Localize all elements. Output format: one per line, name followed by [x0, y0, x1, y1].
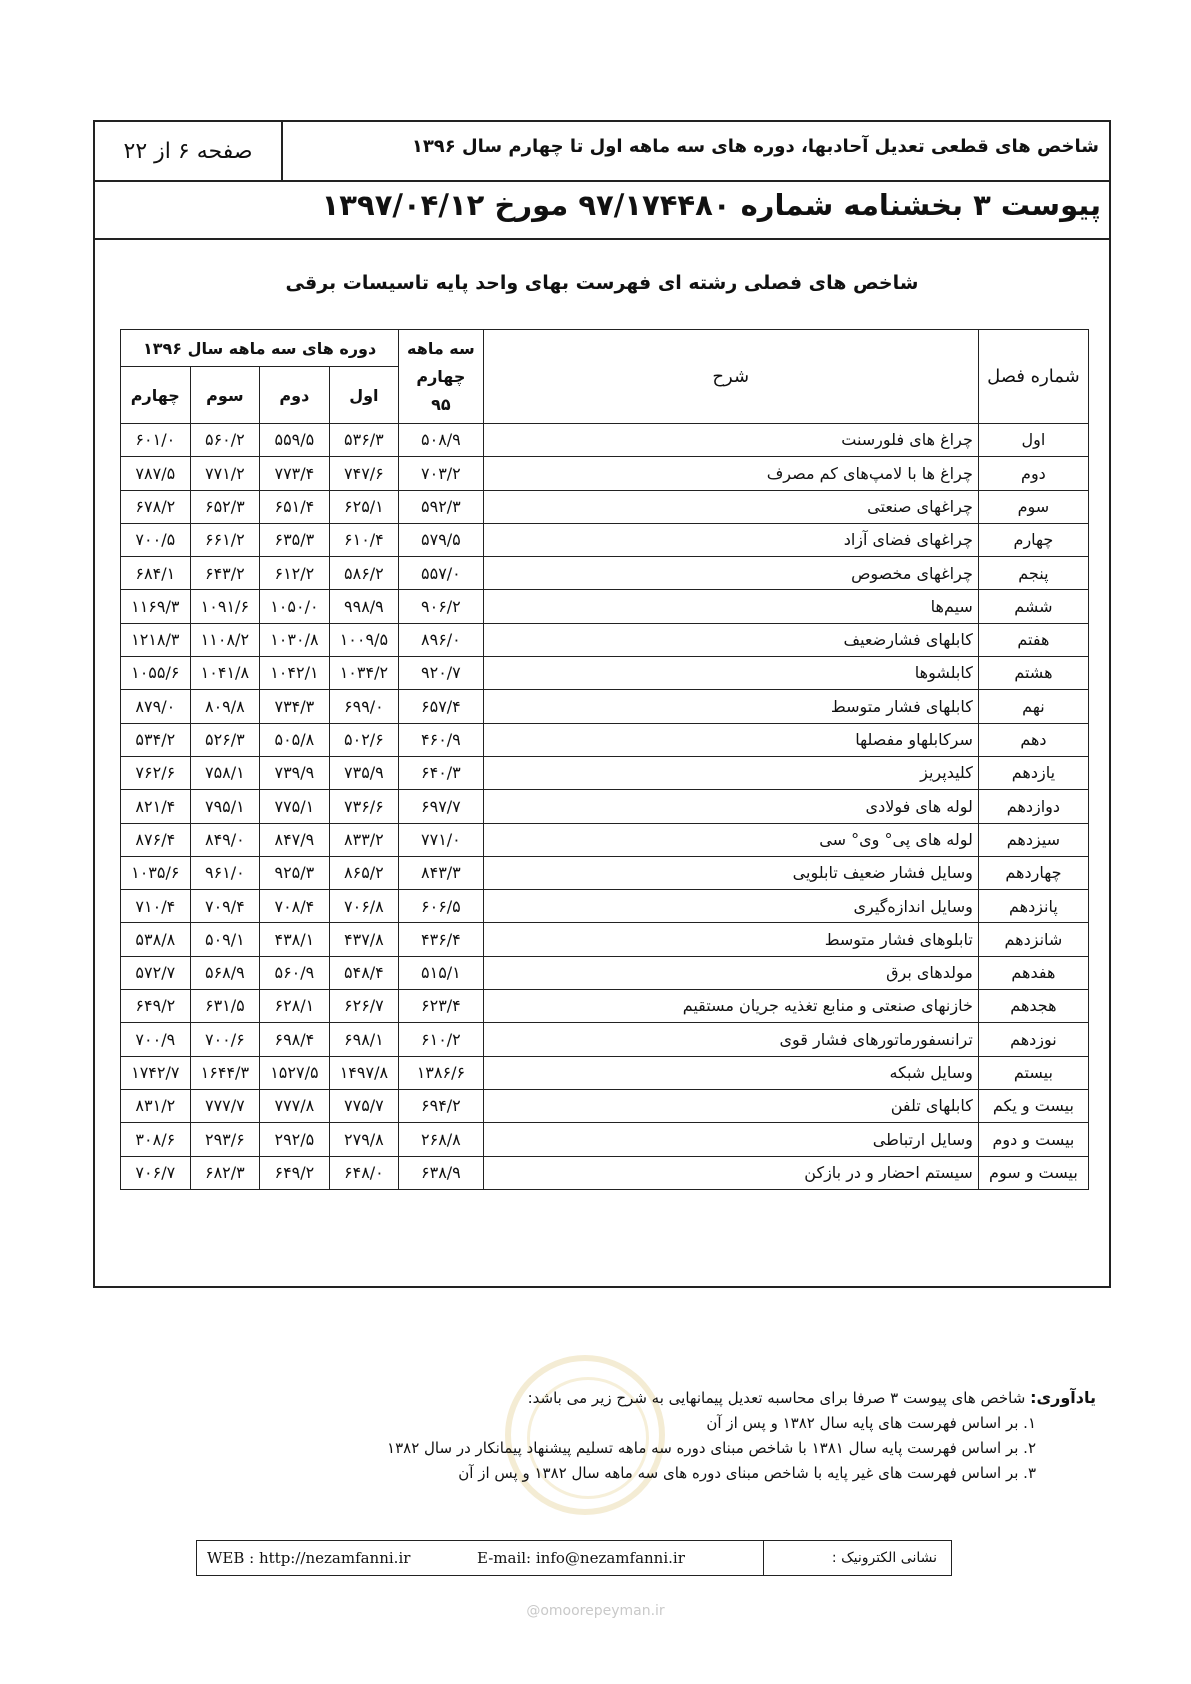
chapter-cell: هفدهم	[978, 956, 1088, 989]
table-row	[121, 490, 1089, 523]
chapter-cell: سوم	[978, 490, 1088, 523]
value-q1-cell: ۷۳۵/۹	[329, 756, 399, 789]
value-q1-cell: ۶۹۸/۱	[329, 1023, 399, 1056]
value-prev-cell: ۸۹۶/۰	[399, 623, 483, 656]
table-row	[121, 1056, 1089, 1089]
value-q4-cell: ۳۰۸/۶	[121, 1123, 191, 1156]
value-q2-cell: ۷۷۵/۱	[260, 790, 330, 823]
value-q2-cell: ۷۳۹/۹	[260, 756, 330, 789]
value-q2-cell: ۶۴۹/۲	[260, 1156, 330, 1189]
value-q4-cell: ۸۷۶/۴	[121, 823, 191, 856]
table-header-row	[121, 330, 1089, 367]
value-q3-cell: ۵۶۸/۹	[190, 956, 260, 989]
value-q1-cell: ۶۲۶/۷	[329, 990, 399, 1023]
chapter-cell: بیست و یکم	[978, 1089, 1088, 1122]
table-row	[121, 623, 1089, 656]
value-q1-cell: ۸۶۵/۲	[329, 856, 399, 889]
value-q4-cell: ۱۱۶۹/۳	[121, 590, 191, 623]
value-q3-cell: ۱۱۰۸/۲	[190, 623, 260, 656]
value-q4-cell: ۷۶۲/۶	[121, 756, 191, 789]
chapter-cell: هجدهم	[978, 990, 1088, 1023]
email-link[interactable]: E-mail: info@nezamfanni.ir	[477, 1549, 685, 1567]
description-cell: وسایل فشار ضعیف تابلویی	[483, 856, 978, 889]
circular-row	[95, 182, 1109, 240]
value-q3-cell: ۱۰۹۱/۶	[190, 590, 260, 623]
chapter-cell: بیست و سوم	[978, 1156, 1088, 1189]
table-row	[121, 1023, 1089, 1056]
value-prev-cell: ۴۶۰/۹	[399, 723, 483, 756]
value-q1-cell: ۶۴۸/۰	[329, 1156, 399, 1189]
table-row	[121, 990, 1089, 1023]
table-row	[121, 923, 1089, 956]
value-q1-cell: ۴۳۷/۸	[329, 923, 399, 956]
value-q2-cell: ۷۳۴/۳	[260, 690, 330, 723]
chapter-cell: بیستم	[978, 1056, 1088, 1089]
description-cell: کابلشوها	[483, 657, 978, 690]
circular-title: پیوست ۳ بخشنامه شماره ۹۷/۱۷۴۴۸۰ مورخ ۱۳۹۷/۰۴/۱۲	[321, 188, 1101, 222]
value-q4-cell: ۷۰۶/۷	[121, 1156, 191, 1189]
value-prev-cell: ۲۶۸/۸	[399, 1123, 483, 1156]
value-prev-cell: ۵۰۸/۹	[399, 424, 483, 457]
chapter-cell: یازدهم	[978, 756, 1088, 789]
table-row	[121, 590, 1089, 623]
table-row	[121, 1123, 1089, 1156]
chapter-cell: چهارم	[978, 523, 1088, 556]
value-q1-cell: ۵۸۶/۲	[329, 557, 399, 590]
index-table	[120, 329, 1089, 1190]
description-cell: چراغهای صنعتی	[483, 490, 978, 523]
description-cell: لوله های فولادی	[483, 790, 978, 823]
value-q3-cell: ۲۹۳/۶	[190, 1123, 260, 1156]
value-q3-cell: ۷۷۱/۲	[190, 457, 260, 490]
table-row	[121, 557, 1089, 590]
value-q1-cell: ۱۴۹۷/۸	[329, 1056, 399, 1089]
value-q3-cell: ۷۹۵/۱	[190, 790, 260, 823]
value-prev-cell: ۱۳۸۶/۶	[399, 1056, 483, 1089]
value-prev-cell: ۶۹۷/۷	[399, 790, 483, 823]
table-row	[121, 756, 1089, 789]
value-q3-cell: ۸۴۹/۰	[190, 823, 260, 856]
value-q4-cell: ۷۸۷/۵	[121, 457, 191, 490]
value-q4-cell: ۶۷۸/۲	[121, 490, 191, 523]
description-cell: کلیدپریز	[483, 756, 978, 789]
notes-block	[387, 1385, 1096, 1486]
value-q2-cell: ۱۰۴۲/۱	[260, 657, 330, 690]
value-prev-cell: ۵۱۵/۱	[399, 956, 483, 989]
value-q2-cell: ۶۵۱/۴	[260, 490, 330, 523]
table-row	[121, 723, 1089, 756]
table-row	[121, 1089, 1089, 1122]
value-q2-cell: ۱۵۲۷/۵	[260, 1056, 330, 1089]
description-cell: خازنهای صنعتی و منابع تغذیه جریان مستقیم	[483, 990, 978, 1023]
value-q4-cell: ۵۳۸/۸	[121, 923, 191, 956]
value-prev-cell: ۶۰۶/۵	[399, 890, 483, 923]
description-cell: کابلهای فشارضعیف	[483, 623, 978, 656]
value-prev-cell: ۷۰۳/۲	[399, 457, 483, 490]
value-prev-cell: ۵۷۹/۵	[399, 523, 483, 556]
value-prev-cell: ۸۴۳/۳	[399, 856, 483, 889]
note-item: ۱. بر اساس فهرست های پایه سال ۱۳۸۲ و پس از آن	[706, 1414, 1036, 1432]
table-row	[121, 890, 1089, 923]
value-q3-cell: ۵۲۶/۳	[190, 723, 260, 756]
value-q1-cell: ۵۳۶/۳	[329, 424, 399, 457]
chapter-cell: سیزدهم	[978, 823, 1088, 856]
value-q4-cell: ۱۲۱۸/۳	[121, 623, 191, 656]
value-q4-cell: ۱۰۵۵/۶	[121, 657, 191, 690]
value-prev-cell: ۶۹۴/۲	[399, 1089, 483, 1122]
chapter-cell: هفتم	[978, 623, 1088, 656]
document-frame	[93, 120, 1111, 1288]
chapter-cell: چهاردهم	[978, 856, 1088, 889]
value-q2-cell: ۹۲۵/۳	[260, 856, 330, 889]
chapter-cell: دهم	[978, 723, 1088, 756]
note-item: ۲. بر اساس فهرست پایه سال ۱۳۸۱ با شاخص مبنای دوره سه ماهه تسلیم پیشنهاد پیمانکار در سال ۱۳۸۲	[387, 1439, 1036, 1457]
header-description: شرح	[483, 330, 978, 424]
value-q1-cell: ۱۰۰۹/۵	[329, 623, 399, 656]
chapter-cell: نوزدهم	[978, 1023, 1088, 1056]
table-row	[121, 1156, 1089, 1189]
contact-box	[196, 1540, 952, 1576]
value-q3-cell: ۹۶۱/۰	[190, 856, 260, 889]
website-link[interactable]: WEB : http://nezamfanni.ir	[207, 1549, 411, 1567]
description-cell: وسایل شبکه	[483, 1056, 978, 1089]
table-row	[121, 657, 1089, 690]
notes-intro-line	[387, 1385, 1096, 1411]
value-prev-cell: ۶۲۳/۴	[399, 990, 483, 1023]
value-prev-cell: ۵۵۷/۰	[399, 557, 483, 590]
table-row	[121, 690, 1089, 723]
value-q4-cell: ۷۱۰/۴	[121, 890, 191, 923]
value-q2-cell: ۵۶۰/۹	[260, 956, 330, 989]
chapter-cell: شانزدهم	[978, 923, 1088, 956]
value-prev-cell: ۹۲۰/۷	[399, 657, 483, 690]
header-row	[95, 122, 1109, 182]
description-cell: لوله های پی° وی° سی	[483, 823, 978, 856]
value-q3-cell: ۶۶۱/۲	[190, 523, 260, 556]
chapter-cell: بیست و دوم	[978, 1123, 1088, 1156]
chapter-cell: پانزدهم	[978, 890, 1088, 923]
footer-watermark: @omoorepeyman.ir	[526, 1603, 665, 1619]
description-cell: چراغهای مخصوص	[483, 557, 978, 590]
value-prev-cell: ۹۰۶/۲	[399, 590, 483, 623]
value-q1-cell: ۶۱۰/۴	[329, 523, 399, 556]
value-q2-cell: ۸۴۷/۹	[260, 823, 330, 856]
table-row	[121, 856, 1089, 889]
value-q2-cell: ۱۰۳۰/۸	[260, 623, 330, 656]
value-prev-cell: ۶۴۰/۳	[399, 756, 483, 789]
value-q1-cell: ۸۳۳/۲	[329, 823, 399, 856]
value-q1-cell: ۷۷۵/۷	[329, 1089, 399, 1122]
value-q3-cell: ۶۵۲/۳	[190, 490, 260, 523]
value-q1-cell: ۷۴۷/۶	[329, 457, 399, 490]
value-q1-cell: ۵۰۲/۶	[329, 723, 399, 756]
chapter-cell: اول	[978, 424, 1088, 457]
header-q3: سوم	[190, 367, 260, 424]
document-title: شاخص های قطعی تعدیل آحادبها، دوره های سه ماهه اول تا چهارم سال ۱۳۹۶	[411, 136, 1099, 157]
notes-intro: شاخص های پیوست ۳ صرفا برای محاسبه تعدیل پیمانهایی به شرح زیر می باشد:	[527, 1389, 1026, 1407]
value-q2-cell: ۶۲۸/۱	[260, 990, 330, 1023]
header-prev-quarter: سه ماهه چهارم ۹۵	[399, 330, 483, 424]
value-q4-cell: ۸۲۱/۴	[121, 790, 191, 823]
note-item: ۳. بر اساس فهرست های غیر پایه با شاخص مبنای دوره های سه ماهه سال ۱۳۸۲ و پس از آن	[458, 1464, 1036, 1482]
value-q3-cell: ۸۰۹/۸	[190, 690, 260, 723]
header-q4: چهارم	[121, 367, 191, 424]
value-q4-cell: ۶۸۴/۱	[121, 557, 191, 590]
description-cell: سیستم احضار و در بازکن	[483, 1156, 978, 1189]
chapter-cell: هشتم	[978, 657, 1088, 690]
value-q4-cell: ۸۷۹/۰	[121, 690, 191, 723]
value-q3-cell: ۷۷۷/۷	[190, 1089, 260, 1122]
value-q2-cell: ۷۷۳/۴	[260, 457, 330, 490]
header-1396-group: دوره های سه ماهه سال ۱۳۹۶	[121, 330, 399, 367]
value-q1-cell: ۷۰۶/۸	[329, 890, 399, 923]
table-row	[121, 457, 1089, 490]
value-q2-cell: ۵۰۵/۸	[260, 723, 330, 756]
table-row	[121, 523, 1089, 556]
value-q2-cell: ۱۰۵۰/۰	[260, 590, 330, 623]
description-cell: سیم‌ها	[483, 590, 978, 623]
value-prev-cell: ۶۵۷/۴	[399, 690, 483, 723]
description-cell: ترانسفورماتورهای فشار قوی	[483, 1023, 978, 1056]
value-q3-cell: ۶۳۱/۵	[190, 990, 260, 1023]
table-subtitle: شاخص های فصلی رشته ای فهرست بهای واحد پایه تاسیسات برقی	[285, 272, 919, 294]
value-q1-cell: ۶۹۹/۰	[329, 690, 399, 723]
notes-lead: یادآوری:	[1030, 1388, 1096, 1407]
value-q4-cell: ۸۳۱/۲	[121, 1089, 191, 1122]
value-prev-cell: ۵۹۲/۳	[399, 490, 483, 523]
value-q2-cell: ۶۱۲/۲	[260, 557, 330, 590]
value-q3-cell: ۵۰۹/۱	[190, 923, 260, 956]
description-cell: چراغ ها با لامپ‌های کم مصرف	[483, 457, 978, 490]
value-q2-cell: ۲۹۲/۵	[260, 1123, 330, 1156]
value-q2-cell: ۶۳۵/۳	[260, 523, 330, 556]
description-cell: سرکابلهاو مفصلها	[483, 723, 978, 756]
description-cell: تابلوهای فشار متوسط	[483, 923, 978, 956]
value-q1-cell: ۹۹۸/۹	[329, 590, 399, 623]
table-row	[121, 790, 1089, 823]
value-q4-cell: ۱۰۳۵/۶	[121, 856, 191, 889]
value-q3-cell: ۷۰۹/۴	[190, 890, 260, 923]
value-q3-cell: ۷۰۰/۶	[190, 1023, 260, 1056]
value-prev-cell: ۷۷۱/۰	[399, 823, 483, 856]
description-cell: کابلهای تلفن	[483, 1089, 978, 1122]
contact-label: نشانی الکترونیک :	[763, 1541, 951, 1575]
value-q2-cell: ۴۳۸/۱	[260, 923, 330, 956]
description-cell: وسایل ارتباطی	[483, 1123, 978, 1156]
table-row	[121, 823, 1089, 856]
chapter-cell: دوازدهم	[978, 790, 1088, 823]
value-q3-cell: ۱۰۴۱/۸	[190, 657, 260, 690]
value-q1-cell: ۵۴۸/۴	[329, 956, 399, 989]
value-q1-cell: ۷۳۶/۶	[329, 790, 399, 823]
value-q4-cell: ۵۷۲/۷	[121, 956, 191, 989]
description-cell: کابلهای فشار متوسط	[483, 690, 978, 723]
description-cell: مولدهای برق	[483, 956, 978, 989]
value-q3-cell: ۷۵۸/۱	[190, 756, 260, 789]
value-prev-cell: ۶۱۰/۲	[399, 1023, 483, 1056]
value-q4-cell: ۶۰۱/۰	[121, 424, 191, 457]
chapter-cell: ششم	[978, 590, 1088, 623]
value-q4-cell: ۷۰۰/۹	[121, 1023, 191, 1056]
chapter-cell: پنجم	[978, 557, 1088, 590]
value-q4-cell: ۷۰۰/۵	[121, 523, 191, 556]
value-q1-cell: ۲۷۹/۸	[329, 1123, 399, 1156]
value-q3-cell: ۵۶۰/۲	[190, 424, 260, 457]
value-q1-cell: ۱۰۳۴/۲	[329, 657, 399, 690]
value-q3-cell: ۶۸۲/۳	[190, 1156, 260, 1189]
header-chapter: شماره فصل	[978, 330, 1088, 424]
page-number: صفحه ۶ از ۲۲	[95, 122, 283, 180]
value-q2-cell: ۷۷۷/۸	[260, 1089, 330, 1122]
chapter-cell: دوم	[978, 457, 1088, 490]
description-cell: چراغهای فضای آزاد	[483, 523, 978, 556]
description-cell: چراغ های فلورسنت	[483, 424, 978, 457]
table-row	[121, 424, 1089, 457]
value-q4-cell: ۶۴۹/۲	[121, 990, 191, 1023]
value-q2-cell: ۵۵۹/۵	[260, 424, 330, 457]
value-prev-cell: ۶۳۸/۹	[399, 1156, 483, 1189]
value-q4-cell: ۱۷۴۲/۷	[121, 1056, 191, 1089]
table-row	[121, 956, 1089, 989]
value-prev-cell: ۴۳۶/۴	[399, 923, 483, 956]
value-q1-cell: ۶۲۵/۱	[329, 490, 399, 523]
value-q4-cell: ۵۳۴/۲	[121, 723, 191, 756]
value-q2-cell: ۶۹۸/۴	[260, 1023, 330, 1056]
header-q2: دوم	[260, 367, 330, 424]
header-q1: اول	[329, 367, 399, 424]
value-q2-cell: ۷۰۸/۴	[260, 890, 330, 923]
value-q3-cell: ۱۶۴۴/۳	[190, 1056, 260, 1089]
chapter-cell: نهم	[978, 690, 1088, 723]
description-cell: وسایل اندازه‌گیری	[483, 890, 978, 923]
value-q3-cell: ۶۴۳/۲	[190, 557, 260, 590]
